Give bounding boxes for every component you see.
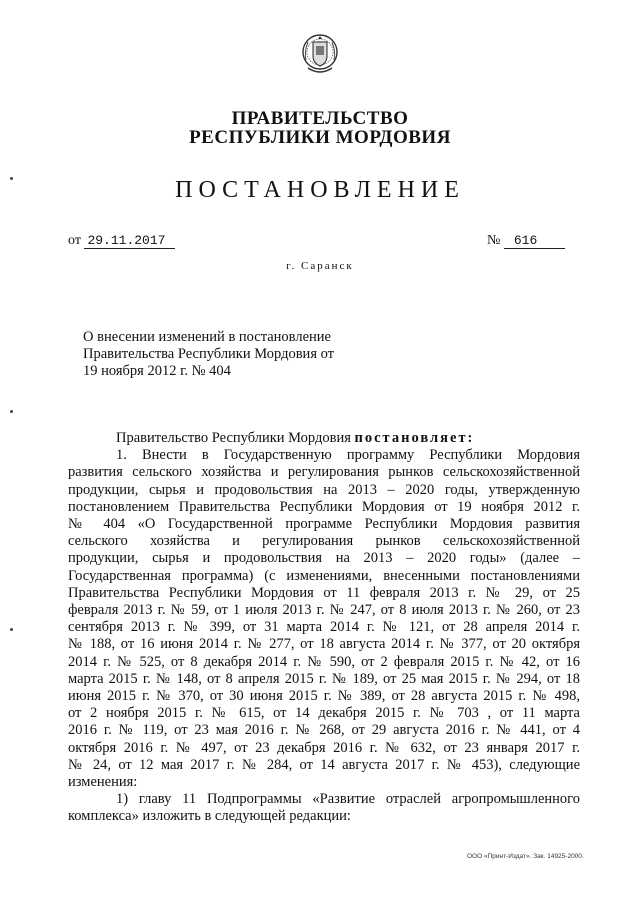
org-title-line1: ПРАВИТЕЛЬСТВО	[231, 108, 409, 129]
body-line: № 24, от 12 мая 2017 г. № 284, от 14 августа 2017 г. № 453), следующие	[68, 756, 580, 773]
subject-line: Правительства Республики Мордовия от	[83, 346, 335, 362]
body-intro	[68, 430, 580, 447]
print-note: ООО «Принт-Издат». Зак. 14925-2000.	[467, 853, 584, 860]
body-line: изменения:	[68, 774, 138, 791]
number-prefix: №	[487, 233, 501, 248]
subject-line: 19 ноября 2012 г. № 404	[83, 363, 231, 379]
document-body	[68, 430, 580, 826]
body-line: июня 2015 г. № 370, от 30 июня 2015 г. № 389, от 28 августа 2015 г. № 498,	[68, 688, 580, 705]
intro-emphasis: постановляет:	[354, 430, 475, 446]
date-field	[68, 233, 175, 249]
body-line: постановлением Правительства Республики Мордовия от 19 ноября 2012 г.	[68, 498, 580, 515]
coat-of-arms-icon	[300, 30, 340, 78]
body-line: 1. Внести в Государственную программу Республики Мордовия	[116, 447, 580, 464]
org-title-line2: РЕСПУБЛИКИ МОРДОВИЯ	[189, 127, 451, 148]
number-value: 616	[504, 233, 565, 249]
body-line: продукции, сырья и продовольствия на 2013 – 2020 годы» (далее –	[68, 550, 580, 567]
number-field	[487, 233, 565, 249]
date-prefix: от	[68, 233, 81, 248]
intro-text: Правительство Республики Мордовия	[116, 430, 355, 446]
item-line: 1) главу 11 Подпрограммы «Развитие отраслей агропромышленного	[116, 791, 580, 808]
body-line: сентября 2013 г. № 399, от 31 марта 2014 г. № 121, от 28 апреля 2014 г.	[68, 619, 580, 636]
date-value: 29.11.2017	[84, 233, 175, 249]
body-line: Правительства Республики Мордовия от 11 февраля 2013 г. № 29, от 25	[68, 584, 580, 601]
body-line: 2014 г. № 525, от 8 декабря 2014 г. № 590, от 2 февраля 2015 г. № 42, от 16	[68, 653, 580, 670]
body-line: развития сельского хозяйства и регулирования рынков сельскохозяйственной	[68, 464, 580, 481]
body-line: от 2 ноября 2015 г. № 615, от 14 декабря 2015 г. № 703 , от 11 марта	[68, 705, 580, 722]
body-line: февраля 2013 г. № 59, от 1 июля 2013 г. № 247, от 8 июля 2013 г. № 260, от 23	[68, 602, 580, 619]
body-line: сельского хозяйства и регулирования рынков сельскохозяйственной	[68, 533, 580, 550]
body-line: октября 2016 г. № 497, от 23 декабря 2016 г. № 632, от 23 января 2017 г.	[68, 739, 580, 756]
item-line: комплекса» изложить в следующей редакции:	[68, 808, 351, 825]
body-line: Государственная программа) (с изменениями, внесенными постановлениями	[68, 567, 580, 584]
scan-mark	[10, 177, 13, 180]
body-line: продукции, сырья и продовольствия на 2013 – 2020 годы, утвержденную	[68, 481, 580, 498]
subject-line: О внесении изменений в постановление	[83, 329, 331, 345]
city-label: г. Саранск	[286, 260, 354, 272]
document-type-title: ПОСТАНОВЛЕНИЕ	[175, 177, 465, 203]
body-line: 2016 г. № 119, от 23 мая 2016 г. № 268, от 29 августа 2016 г. № 441, от 4	[68, 722, 580, 739]
document-subject	[83, 329, 383, 380]
body-line: № 188, от 16 июня 2014 г. № 277, от 18 августа 2014 г. № 377, от 20 октября	[68, 636, 580, 653]
scan-mark	[10, 628, 13, 631]
body-line: № 404 «О Государственной программе Республики Мордовия развития	[68, 516, 580, 533]
scan-mark	[10, 410, 13, 413]
body-line: марта 2015 г. № 148, от 8 апреля 2015 г. № 189, от 25 мая 2015 г. № 294, от 18	[68, 670, 580, 687]
